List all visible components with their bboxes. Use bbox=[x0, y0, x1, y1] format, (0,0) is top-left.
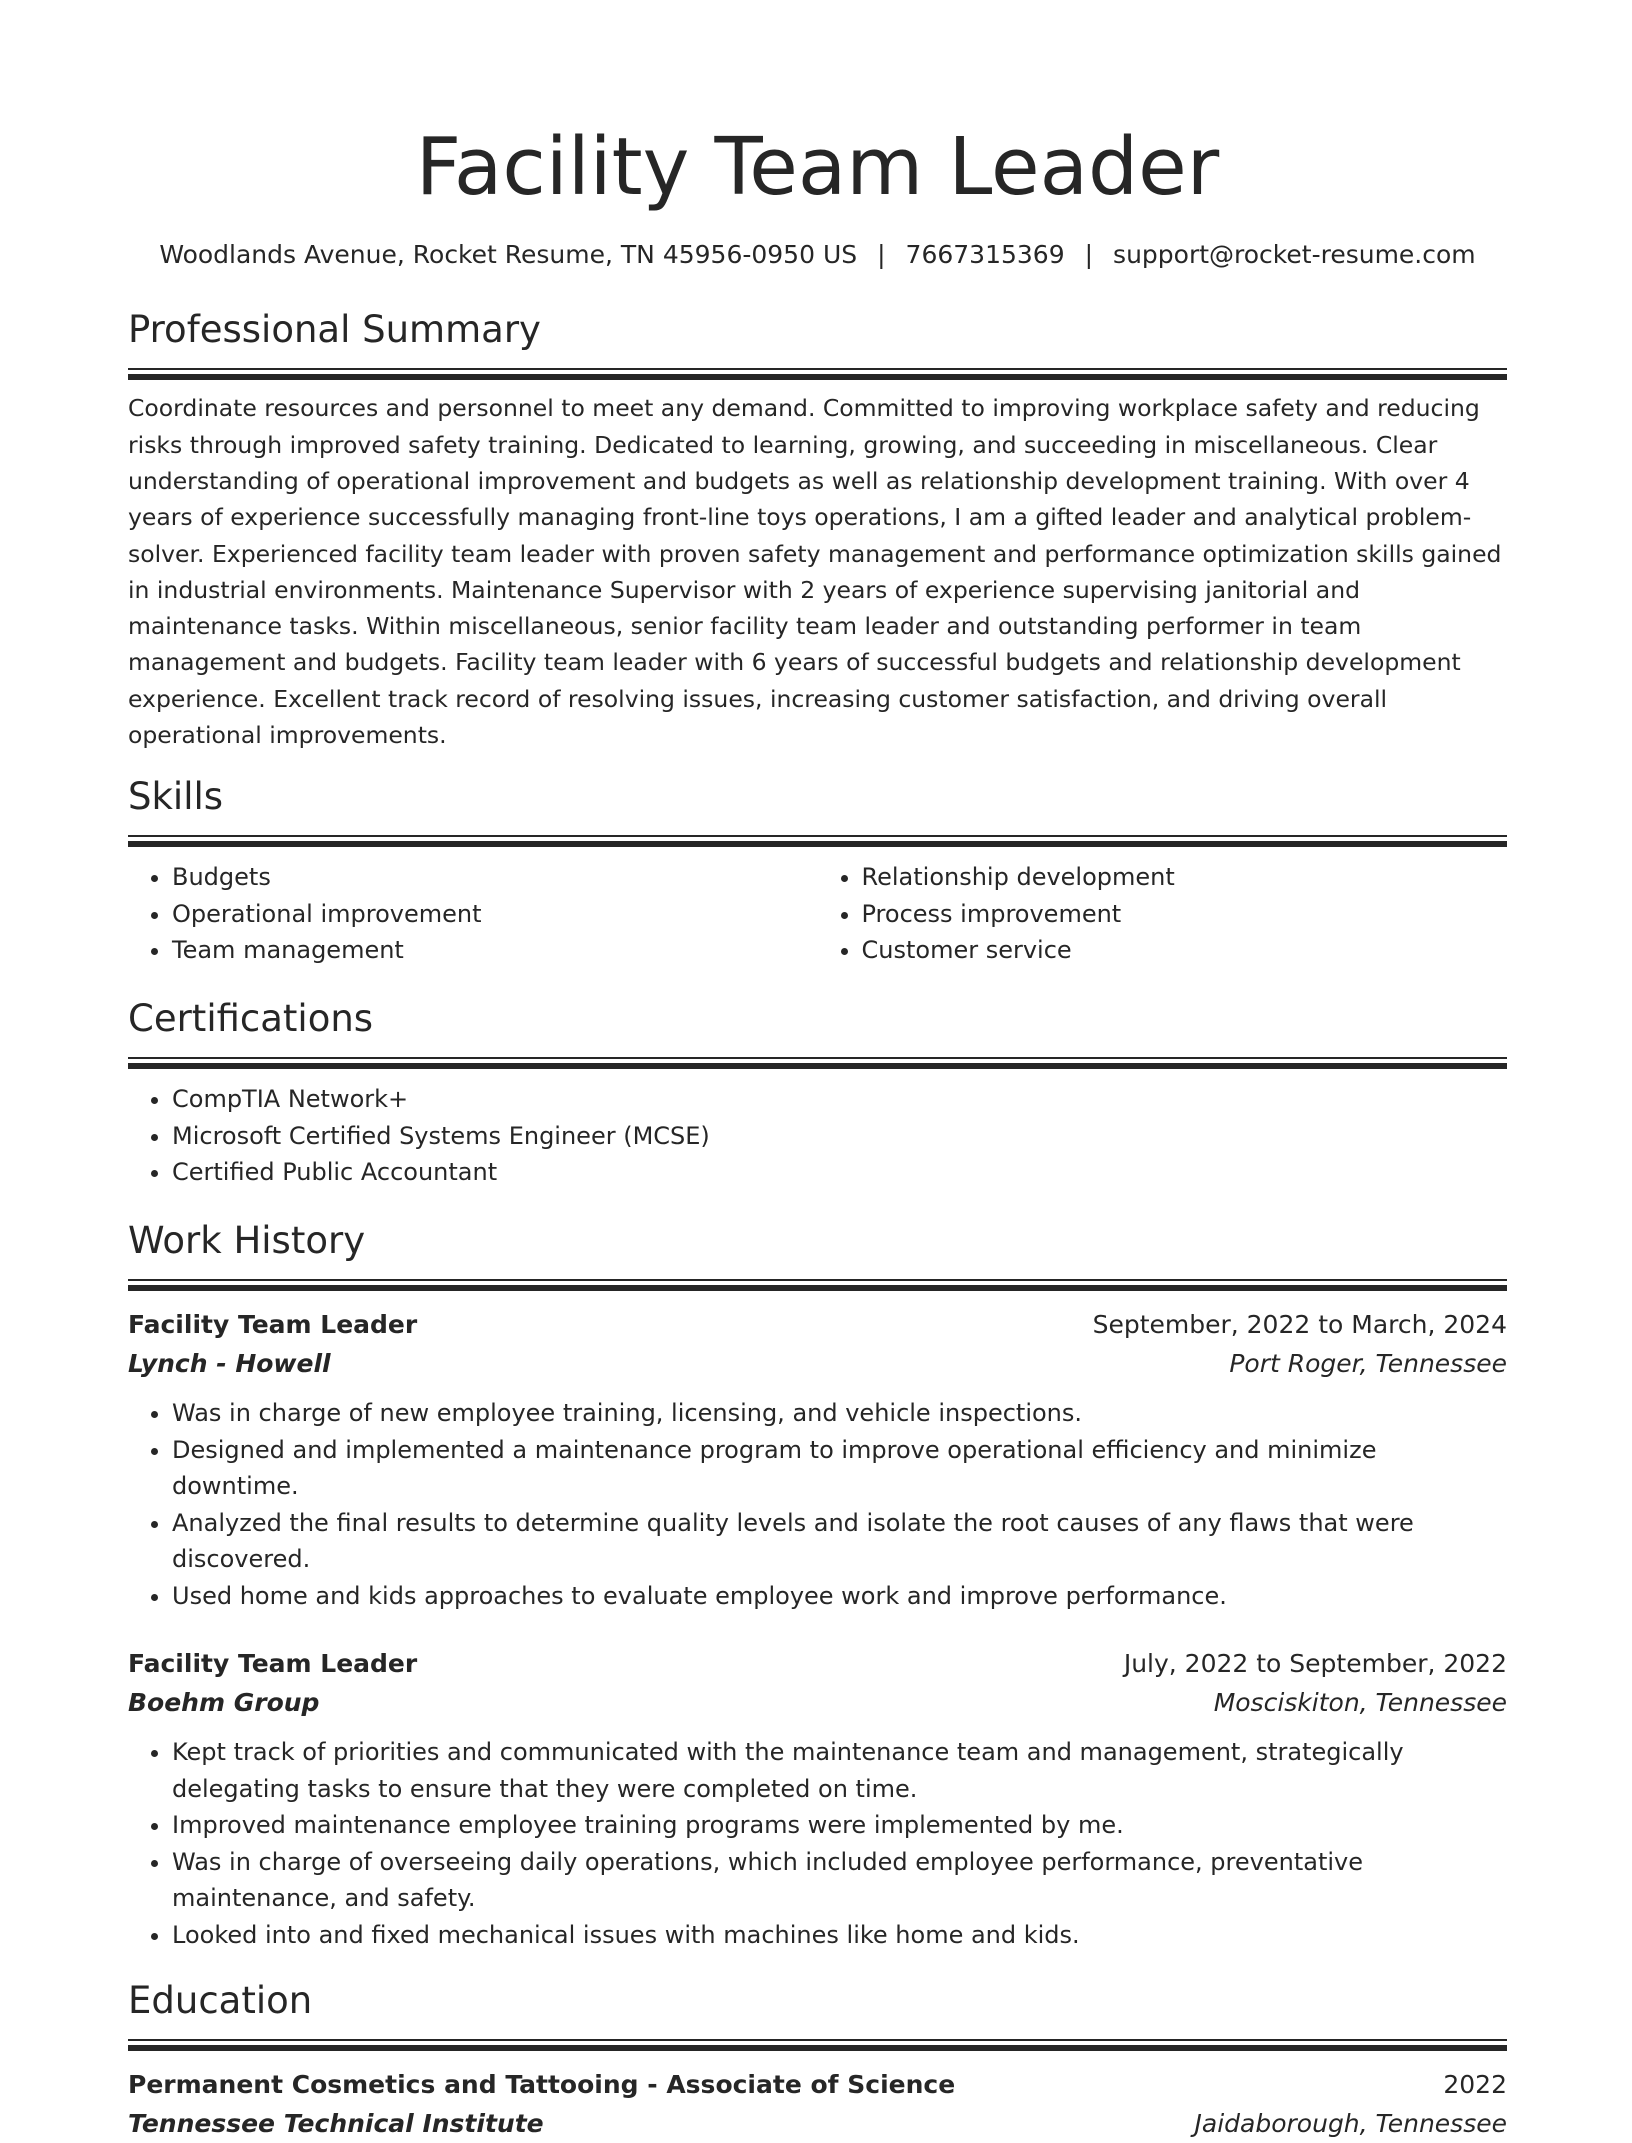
section-divider bbox=[128, 835, 1507, 847]
job-dates: July, 2022 to September, 2022 bbox=[1123, 1649, 1507, 1679]
job-location: Port Roger, Tennessee bbox=[1229, 1349, 1507, 1379]
job-bullet: • Was in charge of new employee training, licensing, and vehicle inspections. bbox=[172, 1395, 1507, 1432]
summary-section bbox=[128, 308, 1507, 753]
job-bullets bbox=[128, 1395, 1507, 1614]
skill-item: • Relationship development bbox=[862, 859, 1508, 896]
job-subheader bbox=[128, 1344, 1507, 1383]
section-divider bbox=[128, 2039, 1507, 2051]
summary-text: Coordinate resources and personnel to meet any demand. Committed to improving workplace safety and reducing risks through improved safety training. Dedicated to learning, growing, and succeeding in miscellaneous. Clear understanding of operational improvement and budgets as well as relationship development training. With over 4 years of experience successfully managing front-line toys operations, I am a gifted leader and analytical problem-solver. Experienced facility team leader with proven safety management and performance optimization skills gained in industrial environments. Maintenance Supervisor with 2 years of experience supervising janitorial and maintenance tasks. Within miscellaneous, senior facility team leader and outstanding performer in team management and budgets. Facility team leader with 6 years of successful budgets and relationship development experience. Excellent track record of resolving issues, increasing customer satisfaction, and driving overall operational improvements. bbox=[128, 394, 1502, 750]
job-company: Lynch - Howell bbox=[128, 1349, 331, 1379]
contact-address: Woodlands Avenue, Rocket Resume, TN 45956-0950 US bbox=[159, 240, 858, 269]
certification-item: • CompTIA Network+ bbox=[172, 1081, 1507, 1118]
skill-item: • Operational improvement bbox=[172, 896, 818, 933]
job-bullet: • Improved maintenance employee training programs were implemented by me. bbox=[172, 1807, 1507, 1844]
section-title: Certifications bbox=[128, 996, 374, 1040]
work-history-section bbox=[128, 1219, 1507, 1953]
contact-separator: | bbox=[1084, 240, 1094, 269]
contact-separator: | bbox=[877, 240, 886, 269]
certification-item: • Certified Public Accountant bbox=[172, 1154, 1507, 1191]
skills-column-left bbox=[128, 859, 818, 969]
education-school: Tennessee Technical Institute bbox=[128, 2109, 544, 2139]
education-degree: Permanent Cosmetics and Tattooing - Associate of Science bbox=[128, 2070, 956, 2100]
skill-item: • Customer service bbox=[862, 932, 1508, 969]
job-header bbox=[128, 1305, 1507, 1344]
skills-grid bbox=[128, 859, 1507, 969]
education-subheader bbox=[128, 2104, 1507, 2143]
skill-item: • Budgets bbox=[172, 859, 818, 896]
section-divider bbox=[128, 1057, 1507, 1069]
job-bullet: • Looked into and fixed mechanical issues with machines like home and kids. bbox=[172, 1917, 1507, 1954]
section-divider bbox=[128, 368, 1507, 380]
certifications-section bbox=[128, 997, 1507, 1191]
job-bullet: • Analyzed the final results to determine quality levels and isolate the root causes of any flaws that were discovered. bbox=[172, 1505, 1507, 1578]
job-dates: September, 2022 to March, 2024 bbox=[1092, 1310, 1507, 1340]
job-location: Mosciskiton, Tennessee bbox=[1213, 1688, 1507, 1718]
education-entry bbox=[128, 2065, 1507, 2143]
job-company: Boehm Group bbox=[128, 1688, 320, 1718]
section-title: Skills bbox=[128, 774, 224, 818]
contact-phone: 7667315369 bbox=[905, 240, 1065, 269]
skills-column-right bbox=[818, 859, 1508, 969]
section-title: Work History bbox=[128, 1218, 366, 1262]
resume-name: Facility Team Leader bbox=[415, 121, 1220, 213]
certifications-list bbox=[128, 1081, 1507, 1191]
job-bullets bbox=[128, 1734, 1507, 1953]
education-header bbox=[128, 2065, 1507, 2104]
skill-item: • Team management bbox=[172, 932, 818, 969]
job-title: Facility Team Leader bbox=[128, 1310, 418, 1340]
skill-item: • Process improvement bbox=[862, 896, 1508, 933]
contact-email: support@rocket-resume.com bbox=[1113, 240, 1476, 269]
job-entry bbox=[128, 1305, 1507, 1614]
education-year: 2022 bbox=[1443, 2070, 1507, 2100]
job-entry bbox=[128, 1644, 1507, 1953]
section-title: Education bbox=[128, 1979, 313, 2023]
job-subheader bbox=[128, 1683, 1507, 1722]
contact-line bbox=[128, 240, 1507, 270]
job-header bbox=[128, 1644, 1507, 1683]
education-location: Jaidaborough, Tennessee bbox=[1194, 2109, 1507, 2139]
job-title: Facility Team Leader bbox=[128, 1649, 418, 1679]
skills-section bbox=[128, 775, 1507, 969]
education-section bbox=[128, 1979, 1507, 2143]
job-bullet: • Was in charge of overseeing daily operations, which included employee performance, preventative maintenance, and safety. bbox=[172, 1844, 1507, 1917]
job-bullet: • Kept track of priorities and communicated with the maintenance team and management, strategically delegating tasks to ensure that they were completed on time. bbox=[172, 1734, 1507, 1807]
job-bullet: • Designed and implemented a maintenance program to improve operational efficiency and minimize downtime. bbox=[172, 1432, 1507, 1505]
section-divider bbox=[128, 1279, 1507, 1291]
certification-item: • Microsoft Certified Systems Engineer (MCSE) bbox=[172, 1118, 1507, 1155]
job-bullet: • Used home and kids approaches to evaluate employee work and improve performance. bbox=[172, 1578, 1507, 1615]
section-title: Professional Summary bbox=[128, 308, 541, 351]
